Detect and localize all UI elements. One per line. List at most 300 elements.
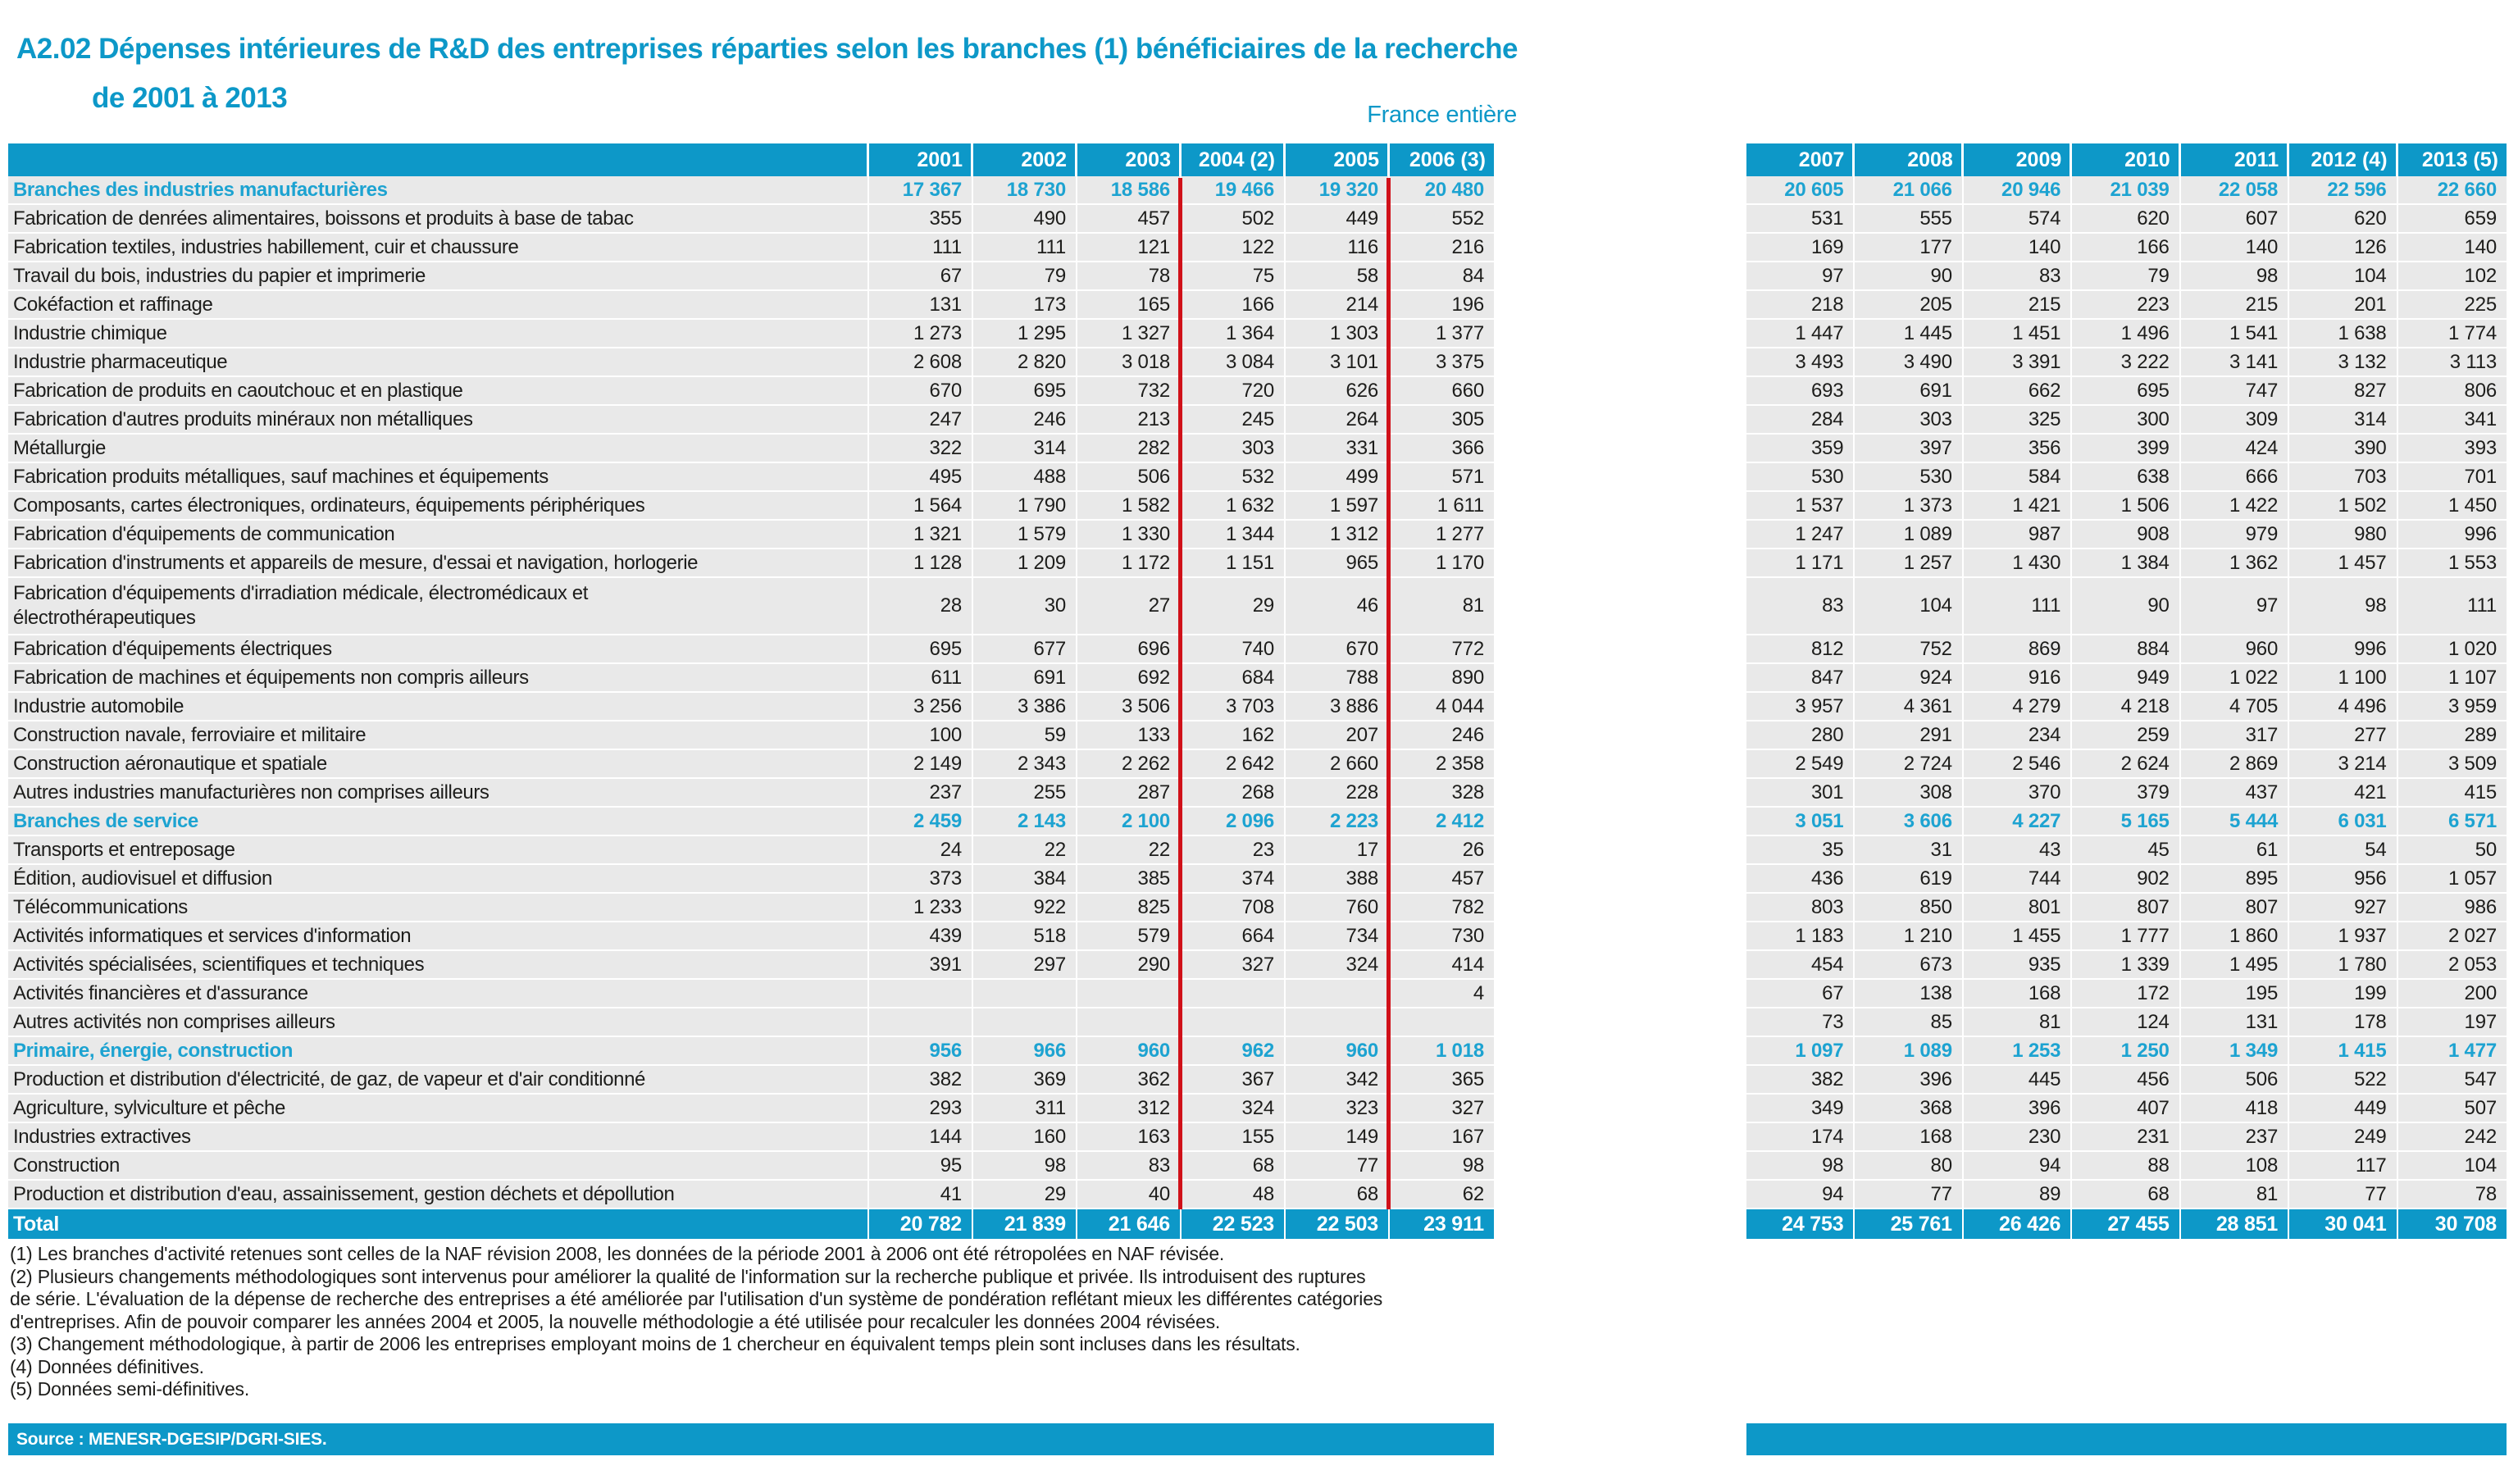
- value-cell: 314: [973, 435, 1077, 463]
- value-cell: 259: [2072, 722, 2180, 750]
- value-cell: 166: [2072, 234, 2180, 262]
- footnote-2-line3: d'entreprises. Afin de pouvoir comparer les années 2004 et 2005, la nouvelle méthodologie a été utilisée pour recalculer les données 2004 révisées.: [10, 1310, 1221, 1332]
- value-cell: 732: [1077, 377, 1182, 406]
- value-cell: 3 391: [1964, 348, 2072, 377]
- year-header: 2005: [1286, 143, 1390, 176]
- table-row: [8, 205, 1494, 234]
- page-title-line1: A2.02 Dépenses intérieures de R&D des entreprises réparties selon les branches (1) bénéficiaires de la recherche: [16, 33, 1518, 65]
- table-row: [8, 578, 1494, 635]
- value-cell: 547: [2398, 1066, 2507, 1095]
- value-cell: [1286, 980, 1390, 1008]
- value-cell: 81: [1964, 1008, 2072, 1037]
- section-row: [1746, 176, 2507, 205]
- row-label: Fabrication de machines et équipements non compris ailleurs: [8, 664, 869, 693]
- value-cell: 24: [869, 836, 973, 865]
- value-cell: 1 415: [2289, 1037, 2397, 1066]
- row-label: Fabrication de denrées alimentaires, boissons et produits à base de tabac: [8, 205, 869, 234]
- value-cell: 1 321: [869, 521, 973, 549]
- value-cell: 1 247: [1746, 521, 1855, 549]
- value-cell: [1286, 1008, 1390, 1037]
- value-cell: 242: [2398, 1123, 2507, 1152]
- row-label: Métallurgie: [8, 435, 869, 463]
- value-cell: 1 564: [869, 492, 973, 521]
- row-label: Industrie chimique: [8, 320, 869, 348]
- value-cell: 869: [1964, 635, 2072, 664]
- value-cell: 309: [2181, 406, 2289, 435]
- value-cell: 165: [1077, 291, 1182, 320]
- value-cell: 18 730: [973, 176, 1077, 205]
- value-cell: 1 089: [1855, 521, 1963, 549]
- value-cell: 214: [1286, 291, 1390, 320]
- row-label: Industrie pharmaceutique: [8, 348, 869, 377]
- table-row: [8, 779, 1494, 808]
- row-label: Fabrication d'équipements électriques: [8, 635, 869, 664]
- table-row: [8, 1095, 1494, 1123]
- value-cell: 79: [2072, 262, 2180, 291]
- value-cell: 317: [2181, 722, 2289, 750]
- value-cell: 205: [1855, 291, 1963, 320]
- value-cell: 111: [2398, 578, 2507, 635]
- table-row: [8, 865, 1494, 894]
- value-cell: 324: [1286, 951, 1390, 980]
- value-cell: 457: [1390, 865, 1494, 894]
- value-cell: 20 782: [869, 1209, 973, 1239]
- total-row: [1746, 1209, 2507, 1239]
- value-cell: 325: [1964, 406, 2072, 435]
- value-cell: 356: [1964, 435, 2072, 463]
- table-row: [1746, 951, 2507, 980]
- value-cell: 1 597: [1286, 492, 1390, 521]
- value-cell: 703: [2289, 463, 2397, 492]
- table-row: [8, 980, 1494, 1008]
- value-cell: 300: [2072, 406, 2180, 435]
- value-cell: 2 660: [1286, 750, 1390, 779]
- series-break-line-2003: [1178, 178, 1182, 1209]
- value-cell: 966: [973, 1037, 1077, 1066]
- value-cell: 2 223: [1286, 808, 1390, 836]
- value-cell: 662: [1964, 377, 2072, 406]
- value-cell: [869, 1008, 973, 1037]
- value-cell: 979: [2181, 521, 2289, 549]
- table-row: [1746, 291, 2507, 320]
- value-cell: 884: [2072, 635, 2180, 664]
- source-bar: [8, 1423, 1494, 1455]
- footnote-1: (1) Les branches d'activité retenues sont celles de la NAF révision 2008, les données de la période 2001 à 2006 ont été rétropolées en NAF révisée.: [10, 1243, 1225, 1264]
- value-cell: 1 384: [2072, 549, 2180, 578]
- value-cell: 1 022: [2181, 664, 2289, 693]
- value-cell: 365: [1390, 1066, 1494, 1095]
- year-header: 2011: [2181, 143, 2289, 176]
- value-cell: 2 262: [1077, 750, 1182, 779]
- table-row: [1746, 836, 2507, 865]
- value-cell: 31: [1855, 836, 1963, 865]
- value-cell: 68: [1182, 1152, 1286, 1181]
- value-cell: 579: [1077, 922, 1182, 951]
- value-cell: 342: [1286, 1066, 1390, 1095]
- value-cell: 3 375: [1390, 348, 1494, 377]
- value-cell: 744: [1964, 865, 2072, 894]
- value-cell: 94: [1746, 1181, 1855, 1209]
- value-cell: 94: [1964, 1152, 2072, 1181]
- year-header: 2001: [869, 143, 973, 176]
- value-cell: 1 349: [2181, 1037, 2289, 1066]
- value-cell: 1 541: [2181, 320, 2289, 348]
- value-cell: 291: [1855, 722, 1963, 750]
- value-cell: 124: [2072, 1008, 2180, 1037]
- value-cell: 449: [2289, 1095, 2397, 1123]
- value-cell: 457: [1077, 205, 1182, 234]
- value-cell: 6 571: [2398, 808, 2507, 836]
- value-cell: 215: [1964, 291, 2072, 320]
- value-cell: 83: [1077, 1152, 1182, 1181]
- table-row: [1746, 1008, 2507, 1037]
- row-label: Fabrication d'instruments et appareils de mesure, d'essai et navigation, horlogerie: [8, 549, 869, 578]
- row-label: Total: [8, 1209, 869, 1239]
- value-cell: 552: [1390, 205, 1494, 234]
- table-row: [8, 406, 1494, 435]
- value-cell: 2 143: [973, 808, 1077, 836]
- value-cell: 965: [1286, 549, 1390, 578]
- value-cell: 895: [2181, 865, 2289, 894]
- value-cell: [973, 980, 1077, 1008]
- value-cell: 97: [2181, 578, 2289, 635]
- value-cell: 67: [869, 262, 973, 291]
- value-cell: 290: [1077, 951, 1182, 980]
- value-cell: 27: [1077, 578, 1182, 635]
- value-cell: 788: [1286, 664, 1390, 693]
- value-cell: 341: [2398, 406, 2507, 435]
- value-cell: 20 605: [1746, 176, 1855, 205]
- value-cell: 659: [2398, 205, 2507, 234]
- row-label: Fabrication d'équipements de communication: [8, 521, 869, 549]
- value-cell: 305: [1390, 406, 1494, 435]
- value-cell: 1 172: [1077, 549, 1182, 578]
- value-cell: 996: [2289, 635, 2397, 664]
- table-row: [1746, 750, 2507, 779]
- value-cell: 812: [1746, 635, 1855, 664]
- value-cell: 78: [2398, 1181, 2507, 1209]
- value-cell: 367: [1182, 1066, 1286, 1095]
- value-cell: 162: [1182, 722, 1286, 750]
- value-cell: 1 018: [1390, 1037, 1494, 1066]
- value-cell: 67: [1746, 980, 1855, 1008]
- table-row: [8, 951, 1494, 980]
- value-cell: 28 851: [2181, 1209, 2289, 1239]
- value-cell: 90: [1855, 262, 1963, 291]
- value-cell: 5 444: [2181, 808, 2289, 836]
- value-cell: 1 496: [2072, 320, 2180, 348]
- value-cell: 255: [973, 779, 1077, 808]
- value-cell: 5 165: [2072, 808, 2180, 836]
- value-cell: 218: [1746, 291, 1855, 320]
- value-cell: 166: [1182, 291, 1286, 320]
- table-row: [1746, 693, 2507, 722]
- value-cell: 806: [2398, 377, 2507, 406]
- value-cell: 138: [1855, 980, 1963, 1008]
- value-cell: 1 777: [2072, 922, 2180, 951]
- table-row: [8, 664, 1494, 693]
- row-label: Édition, audiovisuel et diffusion: [8, 865, 869, 894]
- value-cell: 3 256: [869, 693, 973, 722]
- value-cell: 43: [1964, 836, 2072, 865]
- value-cell: 17: [1286, 836, 1390, 865]
- value-cell: 424: [2181, 435, 2289, 463]
- value-cell: 97: [1746, 262, 1855, 291]
- value-cell: 4 361: [1855, 693, 1963, 722]
- value-cell: 3 214: [2289, 750, 2397, 779]
- value-cell: 126: [2289, 234, 2397, 262]
- value-cell: 2 027: [2398, 922, 2507, 951]
- value-cell: 927: [2289, 894, 2397, 922]
- value-cell: 104: [2398, 1152, 2507, 1181]
- row-label: Production et distribution d'eau, assainissement, gestion déchets et dépollution: [8, 1181, 869, 1209]
- value-cell: 1 171: [1746, 549, 1855, 578]
- table-row: [8, 1066, 1494, 1095]
- value-cell: 2 546: [1964, 750, 2072, 779]
- value-cell: 2 608: [869, 348, 973, 377]
- value-cell: 22: [1077, 836, 1182, 865]
- table-row: [8, 836, 1494, 865]
- value-cell: 29: [973, 1181, 1077, 1209]
- row-label: Branches des industries manufacturières: [8, 176, 869, 205]
- value-cell: 850: [1855, 894, 1963, 922]
- value-cell: [973, 1008, 1077, 1037]
- value-cell: 196: [1390, 291, 1494, 320]
- value-cell: 77: [1855, 1181, 1963, 1209]
- value-cell: 418: [2181, 1095, 2289, 1123]
- year-header: 2007: [1746, 143, 1855, 176]
- value-cell: 499: [1286, 463, 1390, 492]
- value-cell: 2 096: [1182, 808, 1286, 836]
- year-header: 2002: [973, 143, 1077, 176]
- value-cell: 45: [2072, 836, 2180, 865]
- value-cell: 374: [1182, 865, 1286, 894]
- value-cell: 98: [2289, 578, 2397, 635]
- value-cell: 3 886: [1286, 693, 1390, 722]
- value-cell: 83: [1964, 262, 2072, 291]
- value-cell: 88: [2072, 1152, 2180, 1181]
- value-cell: 439: [869, 922, 973, 951]
- value-cell: 1 422: [2181, 492, 2289, 521]
- value-cell: 673: [1855, 951, 1963, 980]
- value-cell: 46: [1286, 578, 1390, 635]
- value-cell: 456: [2072, 1066, 2180, 1095]
- value-cell: 385: [1077, 865, 1182, 894]
- source-text: Source : MENESR-DGESIP/DGRI-SIES.: [16, 1430, 327, 1449]
- value-cell: 303: [1182, 435, 1286, 463]
- value-cell: 399: [2072, 435, 2180, 463]
- value-cell: 1 537: [1746, 492, 1855, 521]
- row-label: Autres industries manufacturières non comprises ailleurs: [8, 779, 869, 808]
- value-cell: 311: [973, 1095, 1077, 1123]
- value-cell: 322: [869, 435, 973, 463]
- table-row: [8, 1152, 1494, 1181]
- value-cell: 691: [1855, 377, 1963, 406]
- value-cell: 807: [2072, 894, 2180, 922]
- value-cell: 81: [1390, 578, 1494, 635]
- value-cell: 1 107: [2398, 664, 2507, 693]
- value-cell: 1 330: [1077, 521, 1182, 549]
- value-cell: 327: [1390, 1095, 1494, 1123]
- value-cell: 231: [2072, 1123, 2180, 1152]
- row-label: Activités informatiques et services d'information: [8, 922, 869, 951]
- value-cell: 924: [1855, 664, 1963, 693]
- value-cell: 391: [869, 951, 973, 980]
- value-cell: 78: [1077, 262, 1182, 291]
- value-cell: 695: [2072, 377, 2180, 406]
- table-row: [8, 234, 1494, 262]
- value-cell: 268: [1182, 779, 1286, 808]
- value-cell: 987: [1964, 521, 2072, 549]
- value-cell: 1 100: [2289, 664, 2397, 693]
- value-cell: 297: [973, 951, 1077, 980]
- header-row: [8, 143, 1494, 176]
- value-cell: 407: [2072, 1095, 2180, 1123]
- value-cell: 234: [1964, 722, 2072, 750]
- value-cell: 506: [2181, 1066, 2289, 1095]
- table-row: [1746, 980, 2507, 1008]
- value-cell: 684: [1182, 664, 1286, 693]
- value-cell: 277: [2289, 722, 2397, 750]
- value-cell: 670: [869, 377, 973, 406]
- value-cell: 167: [1390, 1123, 1494, 1152]
- header-row: [1746, 143, 2507, 176]
- value-cell: 20 946: [1964, 176, 2072, 205]
- value-cell: 104: [2289, 262, 2397, 291]
- value-cell: 84: [1390, 262, 1494, 291]
- value-cell: 2 100: [1077, 808, 1182, 836]
- value-cell: 1 506: [2072, 492, 2180, 521]
- table-row: [8, 463, 1494, 492]
- value-cell: 4: [1390, 980, 1494, 1008]
- value-cell: 369: [973, 1066, 1077, 1095]
- value-cell: 168: [1855, 1123, 1963, 1152]
- value-cell: 1 089: [1855, 1037, 1963, 1066]
- value-cell: 396: [1964, 1095, 2072, 1123]
- value-cell: 368: [1855, 1095, 1963, 1123]
- table-row: [1746, 1123, 2507, 1152]
- value-cell: 314: [2289, 406, 2397, 435]
- value-cell: 390: [2289, 435, 2397, 463]
- table-row: [8, 521, 1494, 549]
- value-cell: 282: [1077, 435, 1182, 463]
- value-cell: 1 295: [973, 320, 1077, 348]
- table-row: [1746, 377, 2507, 406]
- value-cell: 960: [1286, 1037, 1390, 1066]
- table-row: [8, 377, 1494, 406]
- value-cell: 379: [2072, 779, 2180, 808]
- value-cell: 312: [1077, 1095, 1182, 1123]
- value-cell: 1 377: [1390, 320, 1494, 348]
- table-years-2001-2006: [8, 143, 1494, 1239]
- value-cell: 3 957: [1746, 693, 1855, 722]
- value-cell: 1 339: [2072, 951, 2180, 980]
- value-cell: 163: [1077, 1123, 1182, 1152]
- value-cell: 1 447: [1746, 320, 1855, 348]
- section-row: [1746, 1037, 2507, 1066]
- value-cell: 415: [2398, 779, 2507, 808]
- value-cell: 108: [2181, 1152, 2289, 1181]
- value-cell: 247: [869, 406, 973, 435]
- total-row: [8, 1209, 1494, 1239]
- value-cell: 140: [1964, 234, 2072, 262]
- value-cell: 584: [1964, 463, 2072, 492]
- value-cell: 59: [973, 722, 1077, 750]
- value-cell: 83: [1746, 578, 1855, 635]
- table-row: [8, 750, 1494, 779]
- value-cell: 62: [1390, 1181, 1494, 1209]
- value-cell: 366: [1390, 435, 1494, 463]
- value-cell: 95: [869, 1152, 973, 1181]
- table-row: [1746, 664, 2507, 693]
- value-cell: 445: [1964, 1066, 2072, 1095]
- value-cell: 216: [1390, 234, 1494, 262]
- value-cell: 197: [2398, 1008, 2507, 1037]
- value-cell: 1 273: [869, 320, 973, 348]
- value-cell: 30: [973, 578, 1077, 635]
- row-label: Composants, cartes électroniques, ordinateurs, équipements périphériques: [8, 492, 869, 521]
- value-cell: 284: [1746, 406, 1855, 435]
- value-cell: 228: [1286, 779, 1390, 808]
- value-cell: 1 170: [1390, 549, 1494, 578]
- value-cell: 4 218: [2072, 693, 2180, 722]
- row-label: Transports et entreposage: [8, 836, 869, 865]
- value-cell: 1 257: [1855, 549, 1963, 578]
- value-cell: 23: [1182, 836, 1286, 865]
- value-cell: 507: [2398, 1095, 2507, 1123]
- value-cell: [869, 980, 973, 1008]
- value-cell: 195: [2181, 980, 2289, 1008]
- value-cell: 140: [2398, 234, 2507, 262]
- year-header: 2013 (5): [2398, 143, 2507, 176]
- value-cell: 73: [1746, 1008, 1855, 1037]
- row-label: Autres activités non comprises ailleurs: [8, 1008, 869, 1037]
- value-cell: 916: [1964, 664, 2072, 693]
- value-cell: 695: [869, 635, 973, 664]
- value-cell: 174: [1746, 1123, 1855, 1152]
- row-label: Activités spécialisées, scientifiques et techniques: [8, 951, 869, 980]
- row-label: Industries extractives: [8, 1123, 869, 1152]
- value-cell: 490: [973, 205, 1077, 234]
- row-label: Fabrication produits métalliques, sauf machines et équipements: [8, 463, 869, 492]
- value-cell: 178: [2289, 1008, 2397, 1037]
- value-cell: 454: [1746, 951, 1855, 980]
- value-cell: 760: [1286, 894, 1390, 922]
- table-row: [1746, 205, 2507, 234]
- value-cell: 660: [1390, 377, 1494, 406]
- value-cell: 2 358: [1390, 750, 1494, 779]
- value-cell: 172: [2072, 980, 2180, 1008]
- value-cell: 506: [1077, 463, 1182, 492]
- value-cell: 20 480: [1390, 176, 1494, 205]
- value-cell: 40: [1077, 1181, 1182, 1209]
- value-cell: 801: [1964, 894, 2072, 922]
- value-cell: 734: [1286, 922, 1390, 951]
- value-cell: 117: [2289, 1152, 2397, 1181]
- value-cell: 30 708: [2398, 1209, 2507, 1239]
- value-cell: [1390, 1008, 1494, 1037]
- value-cell: 574: [1964, 205, 2072, 234]
- value-cell: 414: [1390, 951, 1494, 980]
- value-cell: 1 450: [2398, 492, 2507, 521]
- table-row: [1746, 262, 2507, 291]
- value-cell: 956: [2289, 865, 2397, 894]
- value-cell: 98: [1746, 1152, 1855, 1181]
- value-cell: 1 611: [1390, 492, 1494, 521]
- value-cell: [1182, 1008, 1286, 1037]
- value-cell: 370: [1964, 779, 2072, 808]
- value-cell: 1 253: [1964, 1037, 2072, 1066]
